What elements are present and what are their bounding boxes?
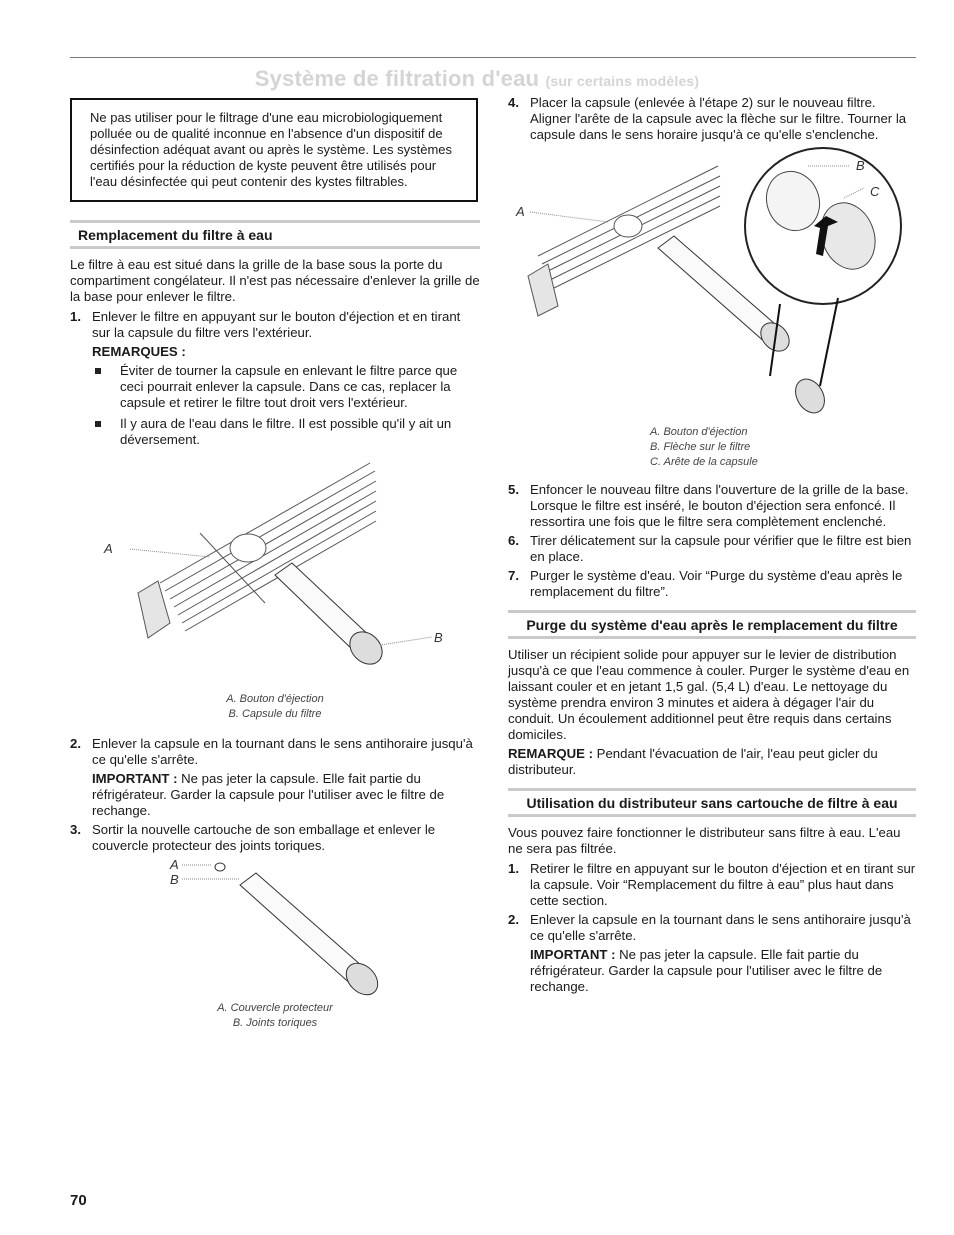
step-2 bbox=[70, 736, 480, 819]
purge-note bbox=[508, 746, 916, 778]
step-1 bbox=[70, 309, 480, 448]
fig3-label-a: A bbox=[516, 204, 525, 219]
filter-removal-illustration bbox=[70, 453, 480, 688]
step-text: Placer la capsule (enlevée à l'étape 2) sur le nouveau filtre. Aligner l'arête de la capsule avec la flèche sur le filtre. Tourner la capsule dans le sens horaire jusqu'à ce qu'elle s'enclenche. bbox=[530, 95, 907, 142]
new-cartridge-illustration bbox=[70, 857, 480, 997]
fig3-caption-b: B. Flèche sur le filtre bbox=[650, 441, 751, 453]
step-number: 2. bbox=[70, 736, 81, 751]
left-column bbox=[70, 98, 480, 1031]
top-rule bbox=[70, 57, 916, 58]
page-title-subtitle: (sur certains modèles) bbox=[545, 73, 700, 89]
fig3-label-c: C bbox=[870, 184, 880, 199]
step-text: Retirer le filtre en appuyant sur le bouton d'éjection et en tirant sur la capsule. Voir “Remplacement du filtre à eau” plus haut dans cette section. bbox=[530, 861, 916, 908]
fig1-label-b: B bbox=[434, 630, 443, 645]
important-text: Ne pas jeter la capsule. Elle fait partie du réfrigérateur. Garder la capsule pour l'utiliser avec le filtre de rechange. bbox=[530, 947, 883, 994]
page-title bbox=[0, 66, 954, 92]
replace-steps-b bbox=[70, 736, 480, 854]
notes-list bbox=[92, 363, 480, 448]
fig3-caption-a: A. Bouton d'éjection bbox=[650, 426, 748, 438]
important-label: IMPORTANT : bbox=[92, 771, 178, 786]
section-heading-replace: Remplacement du filtre à eau bbox=[70, 220, 480, 249]
fig1-label-a: A bbox=[104, 541, 113, 556]
step-7 bbox=[508, 568, 916, 600]
right-column bbox=[508, 95, 916, 998]
nofilter-steps bbox=[508, 861, 916, 995]
step-number: 6. bbox=[508, 533, 519, 548]
step-4 bbox=[508, 95, 916, 143]
replace-steps-d bbox=[508, 482, 916, 600]
purge-text: Utiliser un récipient solide pour appuyer sur le levier de distribution jusqu'à ce que l'eau commence à couler. Purger le système d'eau en laissant couler et en jetant 1,5 gal. (5,4 L) d'eau. Le nettoyage du système prendra environ 3 minutes et aidera à dégager l'air du conduit. Un écoulement additionnel peut être requis dans certains domiciles. bbox=[508, 647, 910, 742]
page-title-main: Système de filtration d'eau bbox=[254, 66, 540, 91]
nofilter-step-1 bbox=[508, 861, 916, 909]
figure-filter-removal bbox=[70, 453, 480, 722]
important-note bbox=[92, 771, 480, 819]
step-text: Enlever la capsule en la tournant dans le sens antihoraire jusqu'à ce qu'elle s'arrête. bbox=[530, 912, 911, 943]
step-text: Tirer délicatement sur la capsule pour vérifier que le filtre est bien en place. bbox=[530, 533, 912, 564]
figure-cap-alignment bbox=[508, 146, 916, 470]
step-number: 3. bbox=[70, 822, 81, 837]
notes-label: REMARQUES : bbox=[92, 344, 186, 359]
fig3-label-b: B bbox=[856, 158, 865, 173]
note-item: Il y aura de l'eau dans le filtre. Il est possible qu'il y ait un déversement. bbox=[92, 416, 480, 448]
step-text: Sortir la nouvelle cartouche de son emballage et enlever le couvercle protecteur des joints toriques. bbox=[92, 822, 436, 853]
fig2-label-a: A bbox=[170, 857, 179, 872]
warning-box: Ne pas utiliser pour le filtrage d'une eau microbiologiquement polluée ou de qualité inconnue en l'absence d'un dispositif de désinfection adéquat avant ou après le système. Les systèmes certifiés pour la réduction de kyste peuvent être utilisés pour l'eau désinfectée qui peut contenir des kystes filtrables. bbox=[70, 98, 478, 202]
step-text: Enlever la capsule en la tournant dans le sens antihoraire jusqu'à ce qu'elle s'arrête. bbox=[92, 736, 473, 767]
important-text: Ne pas jeter la capsule. Elle fait partie du réfrigérateur. Garder la capsule pour l'utiliser avec le filtre de rechange. bbox=[92, 771, 445, 818]
fig1-caption-a: A. Bouton d'éjection bbox=[226, 693, 324, 705]
step-text: Purger le système d'eau. Voir “Purge du système d'eau après le remplacement du filtre”. bbox=[530, 568, 903, 599]
note-item: Éviter de tourner la capsule en enlevant le filtre parce que ceci pourrait enlever la capsule. Dans ce cas, replacer la capsule et retirer le filtre tout droit vers l'extérieur. bbox=[92, 363, 480, 411]
step-3 bbox=[70, 822, 480, 854]
step-number: 4. bbox=[508, 95, 519, 110]
fig2-caption-a: A. Couvercle protecteur bbox=[217, 1002, 333, 1014]
step-number: 1. bbox=[508, 861, 519, 876]
fig2-label-b: B bbox=[170, 872, 179, 887]
purge-note-label: REMARQUE : bbox=[508, 746, 593, 761]
page-number: 70 bbox=[70, 1192, 87, 1209]
replace-intro: Le filtre à eau est situé dans la grille de la base sous la porte du compartiment congélateur. Il n'est pas nécessaire d'enlever la grille de la base pour enlever le filtre. bbox=[70, 257, 480, 304]
fig3-caption-c: C. Arête de la capsule bbox=[650, 456, 758, 468]
nofilter-intro: Vous pouvez faire fonctionner le distributeur sans filtre à eau. L'eau ne sera pas filtrée. bbox=[508, 825, 901, 856]
section-heading-nofilter: Utilisation du distributeur sans cartouche de filtre à eau bbox=[508, 788, 916, 817]
fig1-caption-b: B. Capsule du filtre bbox=[228, 708, 322, 720]
step-6 bbox=[508, 533, 916, 565]
fig2-caption-b: B. Joints toriques bbox=[232, 1017, 318, 1029]
section-heading-purge: Purge du système d'eau après le remplacement du filtre bbox=[508, 610, 916, 639]
step-number: 5. bbox=[508, 482, 519, 497]
figure-new-cartridge bbox=[70, 857, 480, 1031]
step-5 bbox=[508, 482, 916, 530]
step-number: 7. bbox=[508, 568, 519, 583]
important-note bbox=[530, 947, 916, 995]
step-text: Enfoncer le nouveau filtre dans l'ouverture de la grille de la base. Lorsque le filtre est inséré, le bouton d'éjection sera enfoncé. Il ressortira une fois que le filtre sera complètement enclenché. bbox=[530, 482, 909, 529]
replace-steps-c bbox=[508, 95, 916, 143]
purge-note-text: Pendant l'évacuation de l'air, l'eau peut gicler du distributeur. bbox=[508, 746, 878, 777]
nofilter-step-2 bbox=[508, 912, 916, 995]
step-text: Enlever le filtre en appuyant sur le bouton d'éjection et en tirant sur la capsule du filtre vers l'extérieur. bbox=[92, 309, 461, 340]
replace-steps-a bbox=[70, 309, 480, 448]
step-number: 2. bbox=[508, 912, 519, 927]
important-label: IMPORTANT : bbox=[530, 947, 616, 962]
cap-alignment-illustration bbox=[508, 146, 916, 421]
step-number: 1. bbox=[70, 309, 81, 324]
